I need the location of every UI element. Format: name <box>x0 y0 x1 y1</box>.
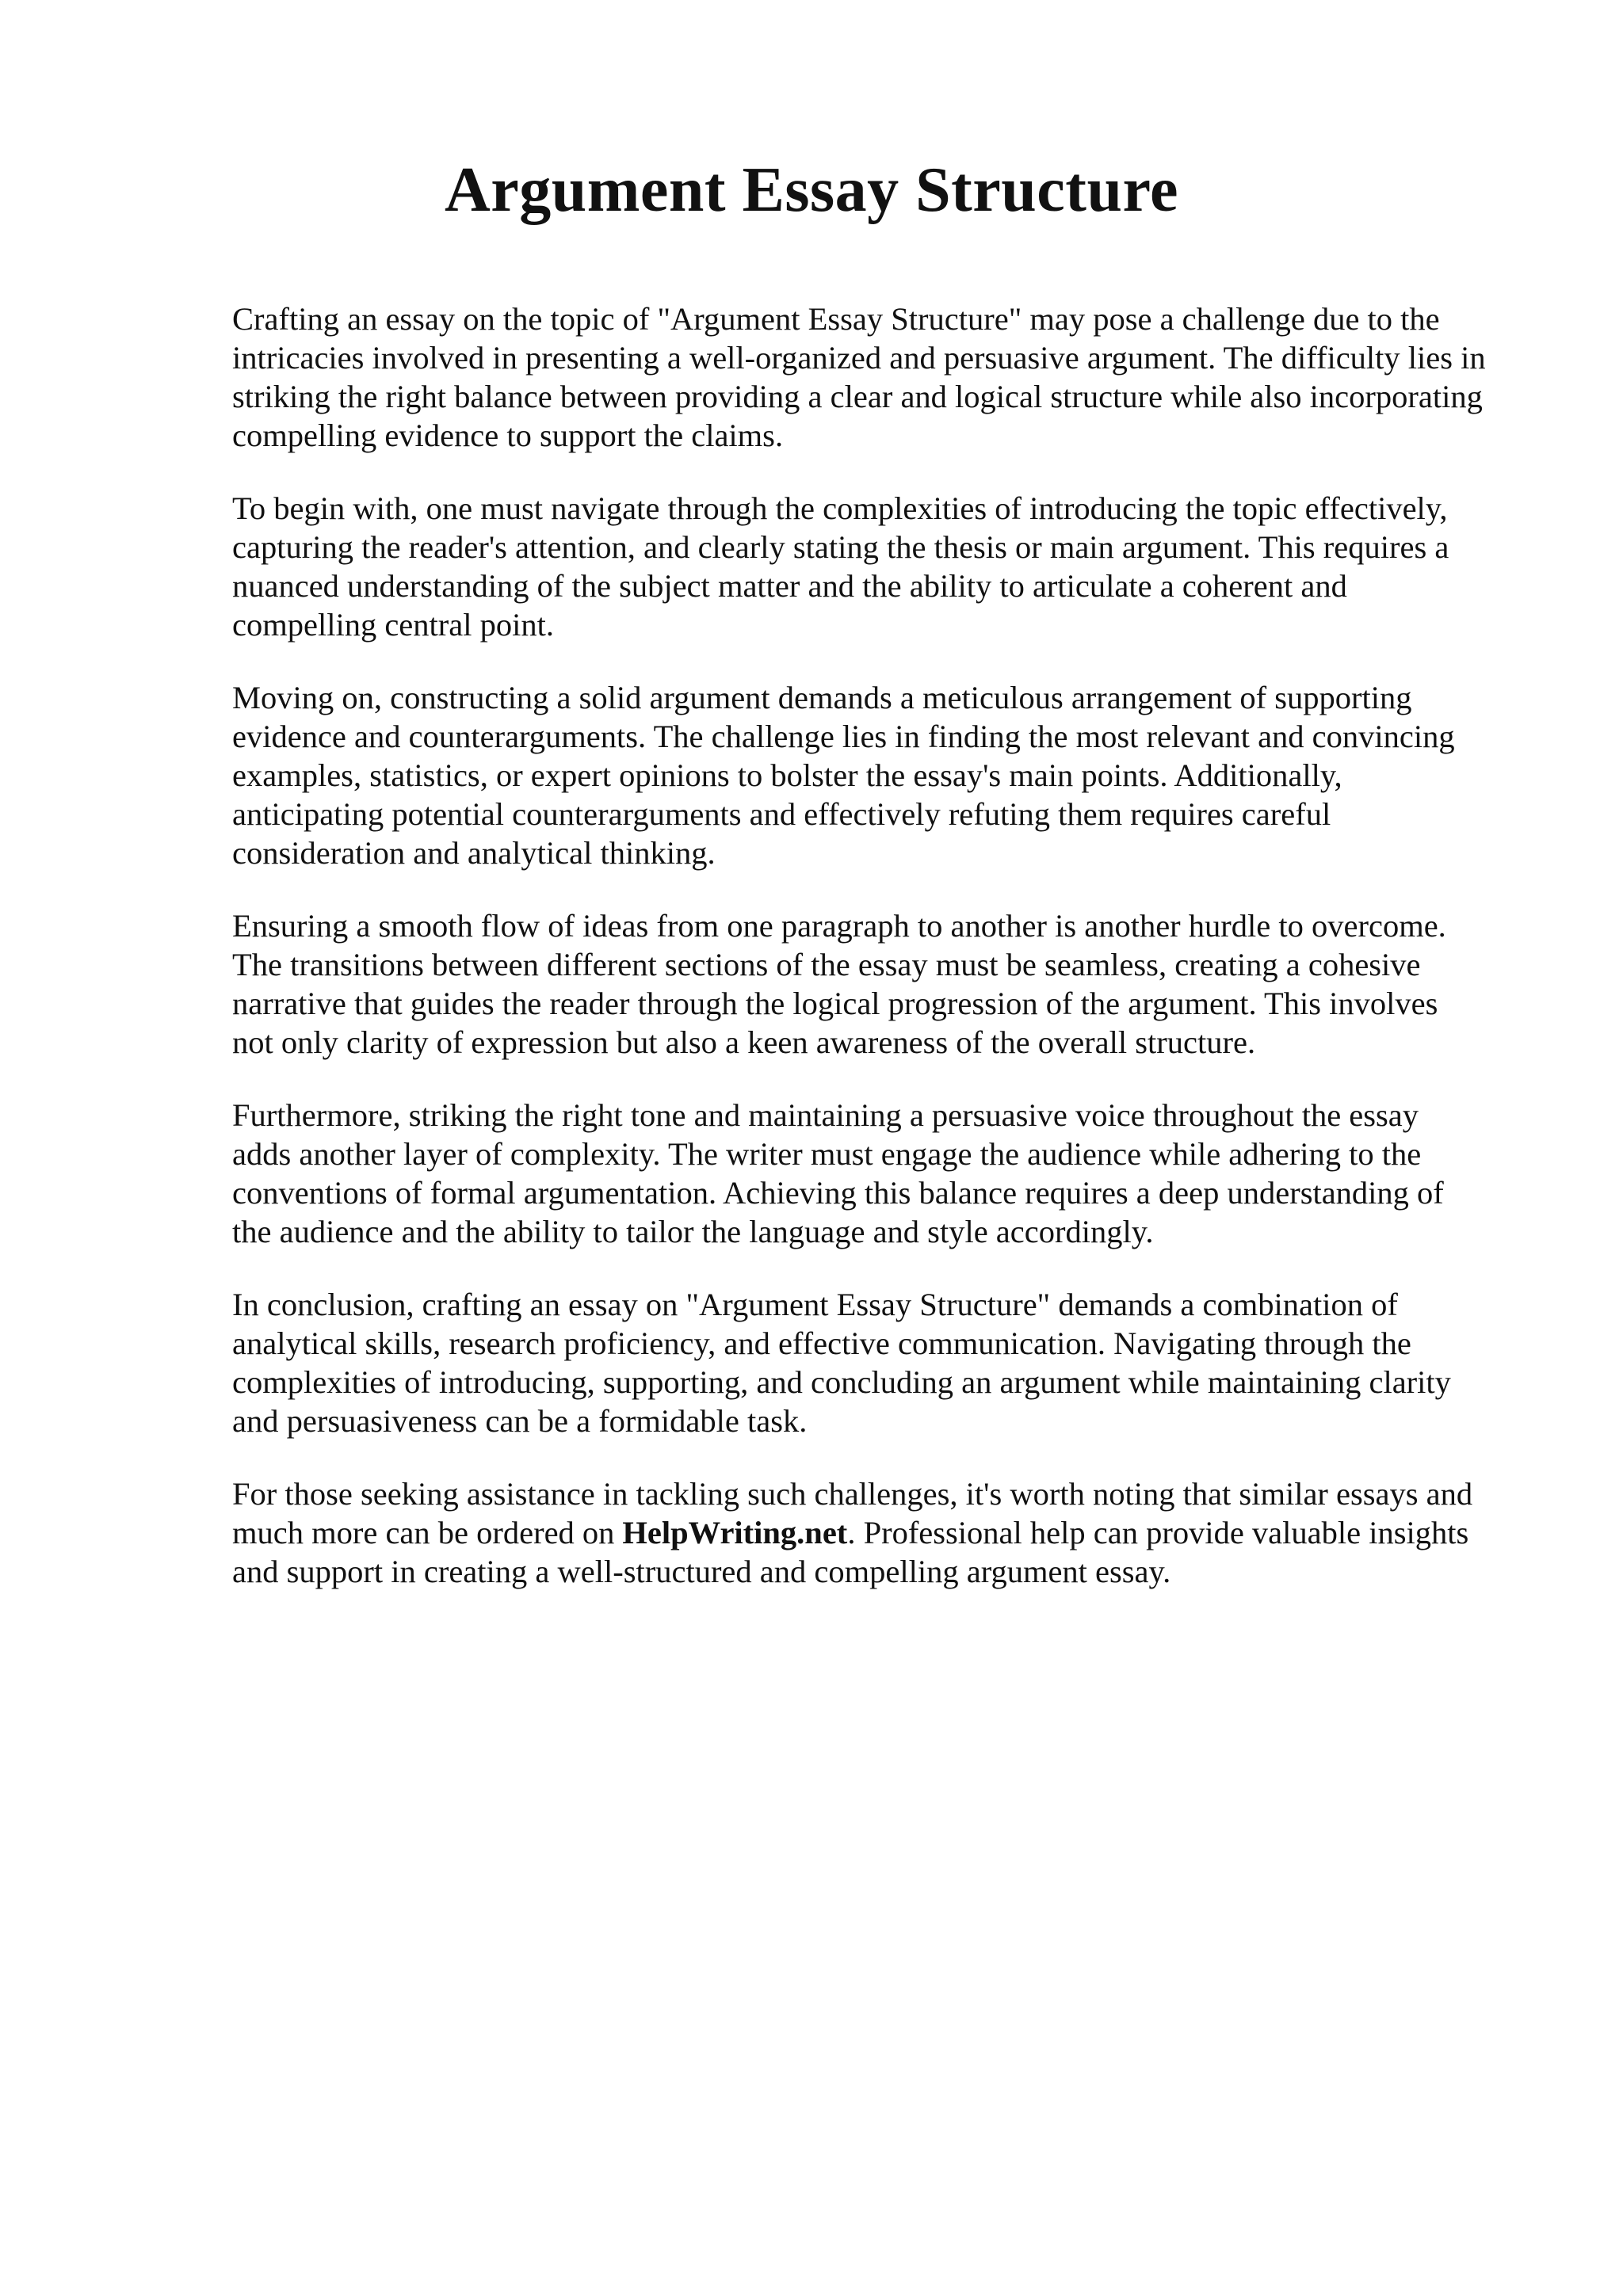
text-line: nuanced understanding of the subject matter and the ability to articulate a coherent and <box>232 568 1347 604</box>
text-line: narrative that guides the reader through the logical progression of the argument. This involves <box>232 986 1438 1021</box>
text-line: Crafting an essay on the topic of "Argument Essay Structure" may pose a challenge due to the <box>232 301 1440 337</box>
text-segment: . Professional help can provide valuable insights <box>847 1515 1469 1550</box>
text-line: compelling evidence to support the claims. <box>232 418 784 453</box>
text-line: Ensuring a smooth flow of ideas from one paragraph to another is another hurdle to overcome. <box>232 908 1446 944</box>
text-line: capturing the reader's attention, and clearly stating the thesis or main argument. This requires a <box>232 529 1449 565</box>
paragraph-4 <box>232 906 1532 1062</box>
text-line: intricacies involved in presenting a well-organized and persuasive argument. The difficulty lies in <box>232 340 1486 376</box>
text-line: In conclusion, crafting an essay on "Argument Essay Structure" demands a combination of <box>232 1287 1398 1322</box>
paragraph-1 <box>232 299 1532 455</box>
paragraph-2 <box>232 489 1532 644</box>
paragraph-6 <box>232 1285 1532 1440</box>
text-line: and support in creating a well-structured and compelling argument essay. <box>232 1554 1171 1589</box>
text-line: For those seeking assistance in tackling such challenges, it's worth noting that similar essays and <box>232 1476 1473 1512</box>
paragraph-final <box>232 1474 1532 1591</box>
text-line: the audience and the ability to tailor the language and style accordingly. <box>232 1214 1154 1249</box>
essay-body <box>232 299 1532 1625</box>
text-line: adds another layer of complexity. The writer must engage the audience while adhering to the <box>232 1136 1422 1172</box>
text-line: complexities of introducing, supporting, and concluding an argument while maintaining clarity <box>232 1364 1451 1400</box>
text-line: analytical skills, research proficiency, and effective communication. Navigating through the <box>232 1325 1411 1361</box>
text-line: consideration and analytical thinking. <box>232 835 716 871</box>
text-line: compelling central point. <box>232 607 555 643</box>
text-line: Furthermore, striking the right tone and maintaining a persuasive voice throughout the essay <box>232 1097 1419 1133</box>
text-line: anticipating potential counterarguments and effectively refuting them requires careful <box>232 796 1331 832</box>
text-line: Moving on, constructing a solid argument demands a meticulous arrangement of supporting <box>232 680 1412 715</box>
text-line: To begin with, one must navigate through the complexities of introducing the topic effectively, <box>232 490 1448 526</box>
text-segment: much more can be ordered on <box>232 1515 615 1550</box>
text-line-with-link <box>232 1513 1532 1552</box>
text-line: evidence and counterarguments. The challenge lies in finding the most relevant and convincing <box>232 719 1455 754</box>
paragraph-5 <box>232 1096 1532 1251</box>
text-line: examples, statistics, or expert opinions to bolster the essay's main points. Additionally, <box>232 757 1342 793</box>
page-title: Argument Essay Structure <box>444 155 1179 225</box>
text-line: conventions of formal argumentation. Achieving this balance requires a deep understanding of <box>232 1175 1444 1211</box>
text-line: not only clarity of expression but also a keen awareness of the overall structure. <box>232 1024 1256 1060</box>
paragraph-3 <box>232 678 1532 872</box>
helpwriting-link[interactable]: HelpWriting.net <box>622 1515 848 1550</box>
text-line: striking the right balance between providing a clear and logical structure while also incorporating <box>232 379 1483 414</box>
text-line: The transitions between different sections of the essay must be seamless, creating a cohesive <box>232 947 1421 982</box>
text-line: and persuasiveness can be a formidable task. <box>232 1403 808 1439</box>
